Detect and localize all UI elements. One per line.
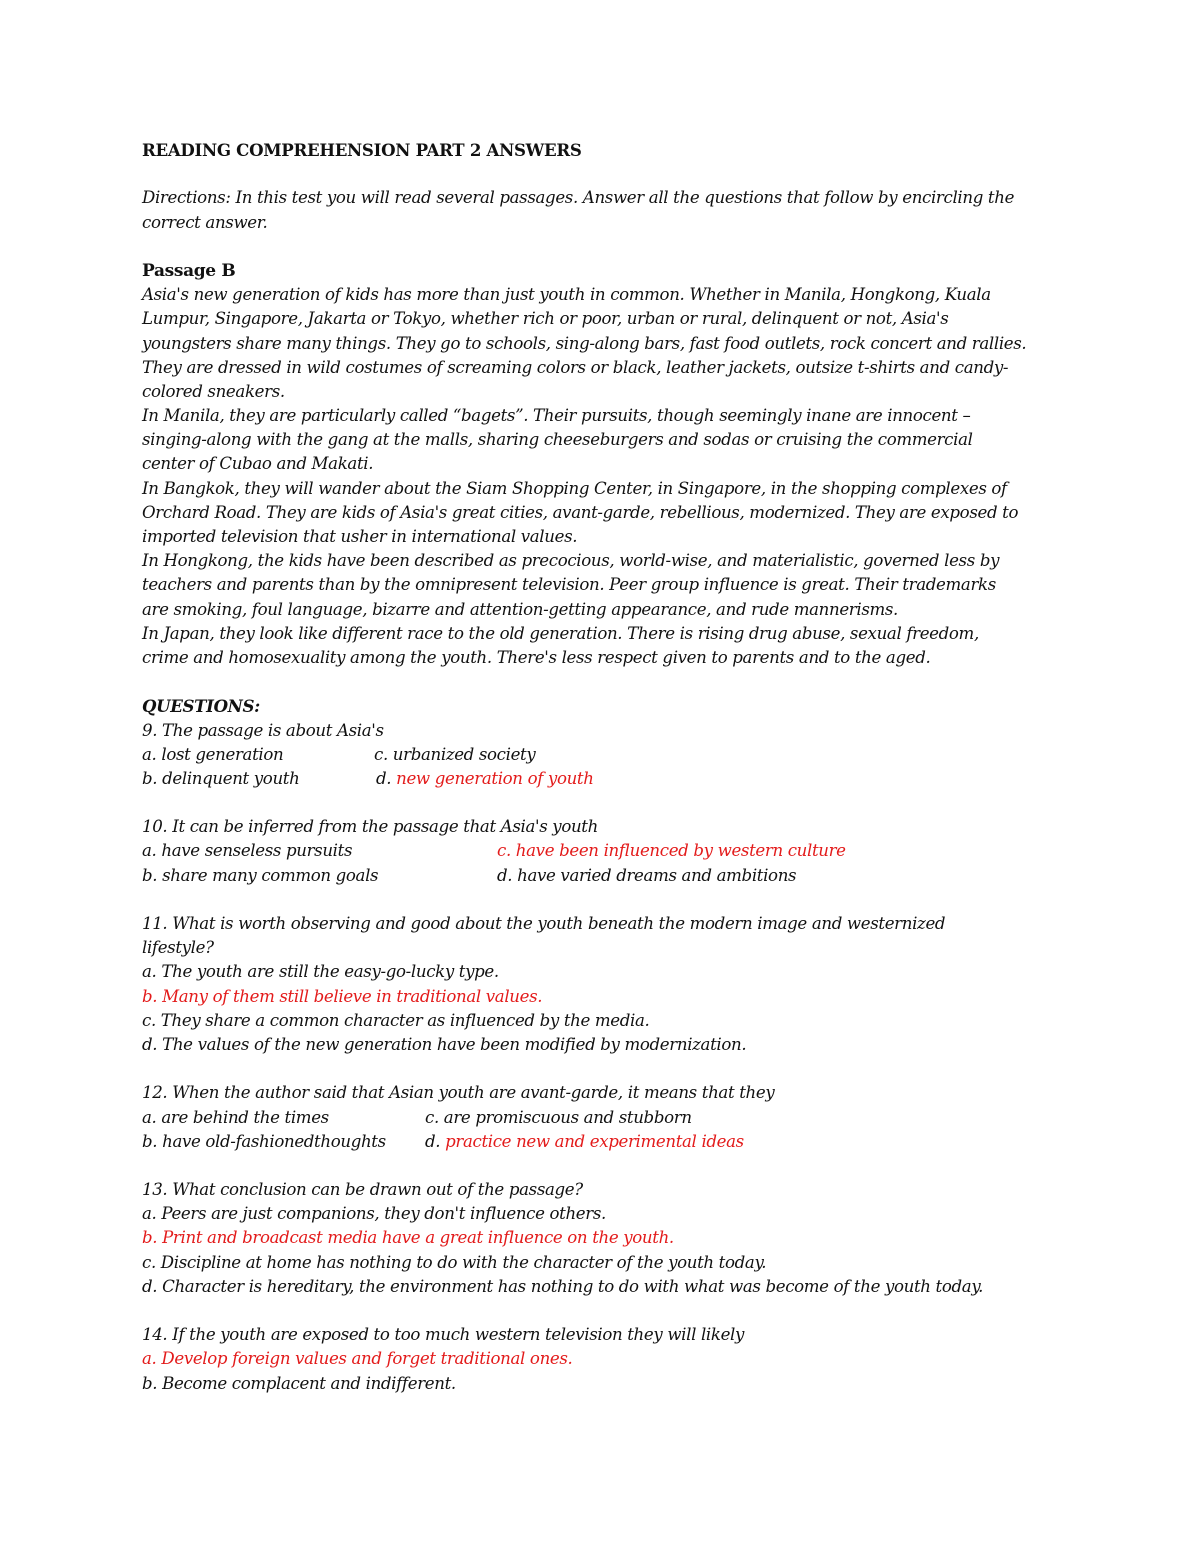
option-d: d. The values of the new generation have been modified by modernization. (142, 1034, 747, 1054)
correct-answer: practice new and experimental ideas (445, 1131, 744, 1151)
option-row (142, 743, 1072, 767)
directions-line: correct answer. (142, 212, 268, 232)
question-stem: 9. The passage is about Asia's (142, 720, 384, 740)
option-c: c. are promiscuous and stubborn (425, 1107, 692, 1127)
passage-line: center of Cubao and Makati. (142, 454, 374, 474)
spacer (142, 1299, 1072, 1323)
option-d (425, 1130, 744, 1154)
passage-line: Lumpur, Singapore, Jakarta or Tokyo, whether rich or poor, urban or rural, delinquent or not, Asia's (142, 309, 949, 329)
question-stem: lifestyle? (142, 938, 214, 958)
option-a: a. Peers are just companions, they don't influence others. (142, 1204, 606, 1224)
option-c: c. urbanized society (374, 744, 536, 764)
passage-line: singing-along with the gang at the malls, sharing cheeseburgers and sodas or cruising the commercial (142, 430, 973, 450)
question-11 (142, 912, 1072, 1057)
spacer (142, 791, 1072, 815)
question-13 (142, 1178, 1072, 1299)
option-d: d. Character is hereditary, the environment has nothing to do with what was become of the youth today. (142, 1276, 984, 1296)
correct-answer: b. Print and broadcast media have a great influence on the youth. (142, 1228, 674, 1248)
spacer (142, 888, 1072, 912)
question-stem: 13. What conclusion can be drawn out of the passage? (142, 1180, 583, 1200)
passage-body (142, 283, 1072, 670)
option-b: b. share many common goals (142, 865, 379, 885)
spacer (142, 1057, 1072, 1081)
option-row (142, 767, 1072, 791)
option-d: d. have varied dreams and ambitions (497, 865, 797, 885)
question-stem: 12. When the author said that Asian youth are avant-garde, it means that they (142, 1083, 775, 1103)
option-b: b. Become complacent and indifferent. (142, 1373, 456, 1393)
question-9 (142, 719, 1072, 792)
passage-line: They are dressed in wild costumes of screaming colors or black, leather jackets, outsize t-shirts and candy- (142, 357, 1009, 377)
question-stem: 14. If the youth are exposed to too much western television they will likely (142, 1325, 745, 1345)
correct-answer: c. have been influenced by western culture (497, 841, 846, 861)
spacer (142, 235, 1072, 259)
document-title: READING COMPREHENSION PART 2 ANSWERS (142, 140, 582, 160)
option-row (142, 864, 1072, 888)
passage-line: colored sneakers. (142, 381, 285, 401)
question-10 (142, 815, 1072, 888)
passage-line: In Hongkong, the kids have been described as precocious, world-wise, and materialistic, governed less by (142, 551, 1000, 571)
option-c: c. They share a common character as influenced by the media. (142, 1010, 650, 1030)
option-d-prefix: d. (425, 1131, 446, 1151)
spacer (142, 162, 1072, 186)
correct-answer: new generation of youth (396, 768, 594, 788)
questions-heading: QUESTIONS: (142, 696, 260, 717)
passage-line: Orchard Road. They are kids of Asia's great cities, avant-garde, rebellious, modernized. They are exposed to (142, 502, 1019, 522)
spacer (142, 670, 1072, 694)
option-row (142, 839, 1072, 863)
correct-answer: b. Many of them still believe in traditional values. (142, 986, 543, 1006)
question-stem: 11. What is worth observing and good about the youth beneath the modern image and westernized (142, 914, 946, 933)
spacer (142, 1154, 1072, 1178)
passage-line: In Manila, they are particularly called “bagets”. Their pursuits, though seemingly inane are innocent – (142, 406, 971, 426)
passage-line: are smoking, foul language, bizarre and attention-getting appearance, and rude mannerisms. (142, 599, 898, 619)
option-a: a. have senseless pursuits (142, 841, 353, 861)
passage-heading: Passage B (142, 260, 236, 281)
option-a: a. are behind the times (142, 1107, 329, 1127)
option-a: a. The youth are still the easy-go-lucky type. (142, 962, 499, 982)
option-row (142, 1106, 1072, 1130)
option-d (376, 767, 594, 791)
correct-answer: a. Develop foreign values and forget traditional ones. (142, 1349, 573, 1369)
option-d-prefix: d. (376, 768, 397, 788)
passage-line: teachers and parents than by the omnipresent television. Peer group influence is great. Their trademarks (142, 575, 996, 595)
option-row (142, 1130, 1072, 1154)
passage-line: Asia's new generation of kids has more than just youth in common. Whether in Manila, Hongkong, Kuala (142, 285, 991, 305)
passage-line: In Japan, they look like different race to the old generation. There is rising drug abuse, sexual freedom, (142, 623, 979, 643)
question-stem: 10. It can be inferred from the passage that Asia's youth (142, 817, 598, 837)
passage-line: In Bangkok, they will wander about the Siam Shopping Center, in Singapore, in the shopping complexes of (142, 478, 1007, 498)
passage-line: crime and homosexuality among the youth. There's less respect given to parents and to the aged. (142, 647, 931, 667)
directions-line: Directions: In this test you will read several passages. Answer all the questions that follow by encircling the (142, 188, 1015, 208)
passage-line: youngsters share many things. They go to schools, sing-along bars, fast food outlets, rock concert and rallies. (142, 333, 1027, 353)
question-14 (142, 1323, 1072, 1396)
document-page (142, 138, 1072, 1396)
option-b: b. delinquent youth (142, 768, 300, 788)
option-c: c. Discipline at home has nothing to do with the character of the youth today. (142, 1252, 767, 1272)
option-b: b. have old-fashionedthoughts (142, 1131, 386, 1151)
passage-line: imported television that usher in international values. (142, 527, 578, 546)
option-a: a. lost generation (142, 744, 284, 764)
question-12 (142, 1081, 1072, 1154)
